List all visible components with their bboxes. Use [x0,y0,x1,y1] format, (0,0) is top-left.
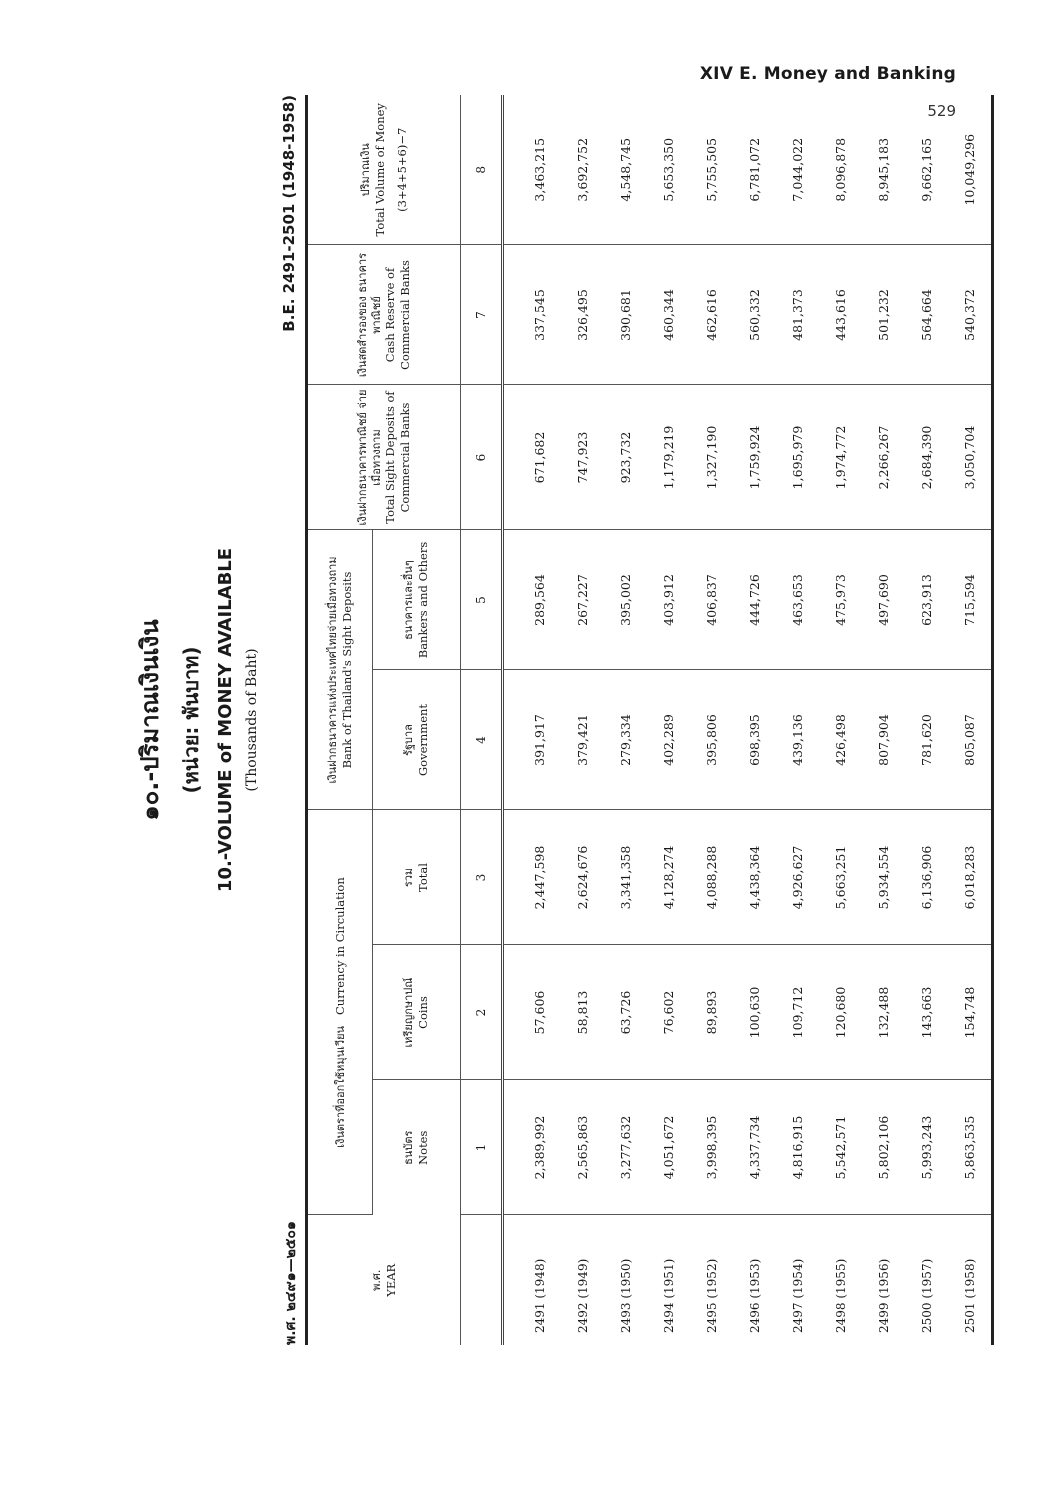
value-cell: 439,136 [776,670,819,810]
value-cell: 2,565,863 [561,1080,604,1215]
value-cell: 279,334 [604,670,647,810]
value-cell: 76,602 [647,945,690,1080]
value-cell: 5,755,505 [690,95,733,245]
value-cell: 6,018,283 [948,810,993,945]
table-row [819,95,862,1345]
table-row [776,95,819,1345]
value-cell: 2,684,390 [905,385,948,530]
value-cell: 337,545 [503,245,562,385]
value-cell: 5,542,571 [819,1080,862,1215]
value-cell: 443,616 [819,245,862,385]
header-total: รวม Total [373,810,461,945]
value-cell: 3,277,632 [604,1080,647,1215]
header-currency-thai: เงินตราที่ออกใช้หมุนเวียน [333,1025,347,1148]
value-cell: 132,488 [862,945,905,1080]
value-cell: 426,498 [819,670,862,810]
value-cell: 57,606 [503,945,562,1080]
value-cell: 623,913 [905,530,948,670]
value-cell: 540,372 [948,245,993,385]
header-government: รัฐบาล Government [373,670,461,810]
unit-thai: (หน่วย: พันบาท) [179,646,203,794]
value-cell: 497,690 [862,530,905,670]
rotated-page-body [130,95,977,1345]
value-cell: 2,624,676 [561,810,604,945]
value-cell: 3,341,358 [604,810,647,945]
value-cell: 390,681 [604,245,647,385]
column-number: 6 [461,385,503,530]
table-row [561,95,604,1345]
table-title-en: 10.-VOLUME of MONEY AVAILABLE [215,547,236,893]
value-cell: 923,732 [604,385,647,530]
value-cell: 379,421 [561,670,604,810]
value-cell: 403,912 [647,530,690,670]
year-cell: 2496 (1953) [747,1258,762,1333]
value-cell: 807,904 [862,670,905,810]
column-number: 3 [461,810,503,945]
value-cell: 1,759,924 [733,385,776,530]
period-en: B.E. 2491-2501 (1948-1958) [280,95,298,332]
year-cell: 2493 (1950) [618,1258,633,1333]
table-row [647,95,690,1345]
year-cell: 2497 (1954) [790,1258,805,1333]
value-cell: 462,616 [690,245,733,385]
value-cell: 1,179,219 [647,385,690,530]
year-cell: 2495 (1952) [704,1258,719,1333]
table-row [862,95,905,1345]
column-number: 5 [461,530,503,670]
value-cell: 4,051,672 [647,1080,690,1215]
value-cell: 715,594 [948,530,993,670]
table-row [604,95,647,1345]
header-bot-group: เงินฝากธนาคารแห่งประเทศไทยจ่ายเมื่อทวงถาม Bank of Thailand's Sight Deposits [307,530,373,810]
value-cell: 444,726 [733,530,776,670]
value-cell: 100,630 [733,945,776,1080]
value-cell: 805,087 [948,670,993,810]
table-body [503,95,993,1345]
table-row [905,95,948,1345]
value-cell: 564,664 [905,245,948,385]
value-cell: 3,998,395 [690,1080,733,1215]
table-row [948,95,993,1345]
value-cell: 560,332 [733,245,776,385]
column-number: 7 [461,245,503,385]
value-cell: 747,923 [561,385,604,530]
value-cell: 3,463,215 [503,95,562,245]
value-cell: 475,973 [819,530,862,670]
header-currency-en: Currency in Circulation [332,877,347,1015]
value-cell: 481,373 [776,245,819,385]
value-cell: 4,438,364 [733,810,776,945]
value-cell: 402,289 [647,670,690,810]
value-cell: 89,893 [690,945,733,1080]
year-cell: 2499 (1956) [876,1258,891,1333]
section-title: XIV E. Money and Banking [699,64,956,84]
table-row [690,95,733,1345]
value-cell: 5,934,554 [862,810,905,945]
value-cell: 6,781,072 [733,95,776,245]
value-cell: 109,712 [776,945,819,1080]
value-cell: 10,049,296 [948,95,993,245]
header-currency-group [307,810,373,1215]
value-cell: 4,128,274 [647,810,690,945]
value-cell: 406,837 [690,530,733,670]
value-cell: 8,945,183 [862,95,905,245]
period-thai: พ.ศ. ๒๔๙๑—๒๕๐๑ [283,1221,299,1345]
value-cell: 289,564 [503,530,562,670]
year-cell: 2492 (1949) [575,1258,590,1333]
value-cell: 1,327,190 [690,385,733,530]
value-cell: 395,806 [690,670,733,810]
value-cell: 2,447,598 [503,810,562,945]
value-cell: 6,136,906 [905,810,948,945]
page-number: 529 [927,102,956,120]
value-cell: 5,993,243 [905,1080,948,1215]
value-cell: 9,662,165 [905,95,948,245]
column-number: 1 [461,1080,503,1215]
value-cell: 120,680 [819,945,862,1080]
column-number-row [461,95,503,1345]
table-row [503,95,562,1345]
year-cell: 2498 (1955) [833,1258,848,1333]
value-cell: 63,726 [604,945,647,1080]
value-cell: 460,344 [647,245,690,385]
value-cell: 5,863,535 [948,1080,993,1215]
value-cell: 1,695,979 [776,385,819,530]
year-cell: 2491 (1948) [532,1258,547,1333]
header-total-volume: ปริมาณเงิน Total Volume of Money (3+4+5+6)−7 [307,95,461,245]
value-cell: 143,663 [905,945,948,1080]
value-cell: 8,096,878 [819,95,862,245]
value-cell: 4,816,915 [776,1080,819,1215]
value-cell: 395,002 [604,530,647,670]
header-year: พ.ศ. YEAR [307,1215,461,1345]
value-cell: 1,974,772 [819,385,862,530]
value-cell: 5,663,251 [819,810,862,945]
value-cell: 2,266,267 [862,385,905,530]
value-cell: 463,653 [776,530,819,670]
header-sight-deposits: เงินฝากธนาคารพาณิชย์ จ่ายเมื่อทวงถาม Total Sight Deposits of Commercial Banks [307,385,461,530]
value-cell: 4,548,745 [604,95,647,245]
value-cell: 5,653,350 [647,95,690,245]
value-cell: 391,917 [503,670,562,810]
value-cell: 781,620 [905,670,948,810]
table-title-thai: ๑๐.-ปริมาณเงินเงิน [136,619,164,821]
unit-en: (Thousands of Baht) [244,648,260,792]
value-cell: 4,337,734 [733,1080,776,1215]
year-cell: 2501 (1958) [962,1258,977,1333]
column-number-blank [461,1215,503,1345]
value-cell: 3,692,752 [561,95,604,245]
value-cell: 671,682 [503,385,562,530]
title-block [130,95,280,1345]
value-cell: 326,495 [561,245,604,385]
value-cell: 5,802,106 [862,1080,905,1215]
year-cell: 2500 (1957) [919,1258,934,1333]
value-cell: 4,088,288 [690,810,733,945]
value-cell: 154,748 [948,945,993,1080]
value-cell: 698,395 [733,670,776,810]
header-notes: ธนบัตร Notes [402,1130,431,1165]
value-cell: 501,232 [862,245,905,385]
year-cell: 2494 (1951) [661,1258,676,1333]
header-coins: เหรียญกษาปณ์ Coins [373,945,461,1080]
value-cell: 58,813 [561,945,604,1080]
column-number: 8 [461,95,503,245]
value-cell: 7,044,022 [776,95,819,245]
money-volume-table [305,95,994,1345]
header-cash-reserve: เงินสดสำรองของ ธนาคารพาณิชย์ Cash Reserve of Commercial Banks [307,245,461,385]
column-number: 4 [461,670,503,810]
column-number: 2 [461,945,503,1080]
value-cell: 4,926,627 [776,810,819,945]
table-row [733,95,776,1345]
value-cell: 2,389,992 [503,1080,562,1215]
value-cell: 267,227 [561,530,604,670]
header-bankers: ธนาคารและอื่นๆ Bankers and Others [373,530,461,670]
value-cell: 3,050,704 [948,385,993,530]
